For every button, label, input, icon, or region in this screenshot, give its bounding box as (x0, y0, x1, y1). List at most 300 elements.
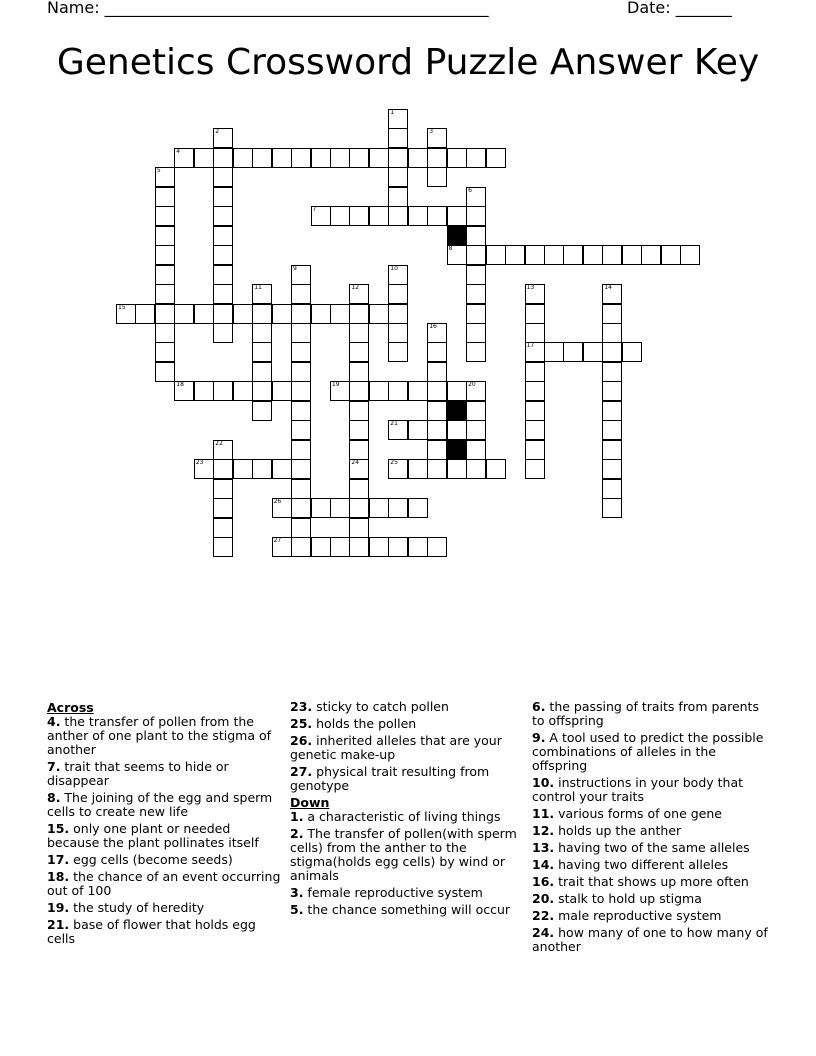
grid-cell[interactable] (388, 304, 408, 324)
clue-item-number: 12. (532, 823, 555, 838)
grid-cell[interactable] (427, 323, 447, 343)
clue-item-number: 24. (532, 925, 555, 940)
grid-cell[interactable] (486, 245, 506, 265)
clue-item-number: 8. (47, 790, 61, 805)
clue-item-text: various forms of one gene (554, 806, 722, 821)
grid-cell[interactable] (602, 284, 622, 304)
grid-cell[interactable] (291, 420, 311, 440)
grid-black-cell (447, 226, 467, 246)
grid-cell[interactable] (311, 206, 331, 226)
grid-cell[interactable] (602, 401, 622, 421)
grid-cell[interactable] (369, 381, 389, 401)
grid-cell[interactable] (525, 362, 545, 382)
grid-cell[interactable] (155, 187, 175, 207)
grid-cell[interactable] (525, 381, 545, 401)
grid-cell[interactable] (213, 537, 233, 557)
grid-cell[interactable] (330, 304, 350, 324)
grid-cell[interactable] (408, 148, 428, 168)
grid-cell[interactable] (233, 304, 253, 324)
clue-item-number: 3. (290, 885, 304, 900)
clue-number: 16 (429, 322, 437, 330)
clue-item (290, 717, 528, 731)
clue-item-text: how many of one to how many of another (532, 925, 768, 954)
grid-cell[interactable] (291, 148, 311, 168)
clue-item-number: 1. (290, 809, 304, 824)
grid-cell[interactable] (427, 206, 447, 226)
grid-cell[interactable] (252, 148, 272, 168)
grid-cell[interactable] (213, 148, 233, 168)
grid-cell[interactable] (213, 459, 233, 479)
clue-item-number: 15. (47, 821, 70, 836)
grid-cell[interactable] (466, 148, 486, 168)
grid-cell[interactable] (602, 381, 622, 401)
grid-cell[interactable] (291, 342, 311, 362)
grid-cell[interactable] (427, 148, 447, 168)
grid-cell[interactable] (349, 537, 369, 557)
grid-cell[interactable] (408, 206, 428, 226)
grid-cell[interactable] (680, 245, 700, 265)
grid-cell[interactable] (213, 381, 233, 401)
grid-cell[interactable] (213, 479, 233, 499)
grid-cell[interactable] (544, 245, 564, 265)
grid-cell[interactable] (291, 265, 311, 285)
grid-cell[interactable] (602, 440, 622, 460)
clue-item-number: 19. (47, 900, 70, 915)
clue-number: 18 (176, 381, 184, 389)
grid-cell[interactable] (388, 498, 408, 518)
clue-item-number: 14. (532, 857, 555, 872)
grid-cell[interactable] (155, 245, 175, 265)
grid-cell[interactable] (233, 148, 253, 168)
clue-number: 14 (604, 284, 612, 291)
grid-cell[interactable] (291, 381, 311, 401)
grid-cell[interactable] (486, 148, 506, 168)
clue-column-3 (532, 700, 770, 957)
grid-cell[interactable] (213, 226, 233, 246)
grid-cell[interactable] (291, 401, 311, 421)
grid-cell[interactable] (447, 206, 467, 226)
grid-cell[interactable] (466, 381, 486, 401)
grid-cell[interactable] (213, 187, 233, 207)
clue-item-number: 23. (290, 699, 313, 714)
grid-cell[interactable] (525, 245, 545, 265)
grid-cell[interactable] (194, 459, 214, 479)
grid-cell[interactable] (583, 342, 603, 362)
grid-cell[interactable] (349, 362, 369, 382)
grid-cell[interactable] (349, 342, 369, 362)
clue-item-number: 10. (532, 775, 555, 790)
grid-cell[interactable] (505, 245, 525, 265)
grid-cell[interactable] (466, 304, 486, 324)
clue-item (47, 715, 285, 757)
clue-item-text: stalk to hold up stigma (554, 891, 702, 906)
grid-cell[interactable] (349, 401, 369, 421)
clue-item-text: the transfer of pollen from the anther of one plant to the stigma of another (47, 714, 272, 757)
grid-cell[interactable] (408, 420, 428, 440)
clue-number: 9 (293, 264, 297, 272)
grid-cell[interactable] (388, 128, 408, 148)
grid-cell[interactable] (174, 381, 194, 401)
grid-cell[interactable] (213, 128, 233, 148)
clue-number: 8 (448, 245, 453, 253)
clue-item-number: 26. (290, 733, 313, 748)
grid-cell[interactable] (272, 304, 292, 324)
grid-cell[interactable] (272, 459, 292, 479)
clue-item (47, 853, 285, 867)
grid-cell[interactable] (466, 323, 486, 343)
clue-item-number: 27. (290, 764, 313, 779)
grid-cell[interactable] (213, 245, 233, 265)
grid-cell[interactable] (330, 148, 350, 168)
clue-item (532, 700, 770, 728)
grid-cell[interactable] (155, 206, 175, 226)
grid-cell[interactable] (427, 537, 447, 557)
grid-cell[interactable] (466, 206, 486, 226)
clue-item-text: physical trait resulting from genotype (290, 764, 490, 793)
grid-cell[interactable] (252, 401, 272, 421)
clue-item-text: trait that shows up more often (554, 874, 749, 889)
clue-item-text: The transfer of pollen(with sperm cells) from the anther to the stigma(holds egg cells) by wind or animals (290, 826, 517, 883)
grid-cell[interactable] (427, 420, 447, 440)
clue-column-1 (47, 700, 285, 949)
grid-cell[interactable] (233, 459, 253, 479)
clue-item (290, 734, 528, 762)
name-field-label: Name: ________________________________________________ (47, 0, 489, 17)
clue-item-text: holds up the anther (554, 823, 682, 838)
grid-cell[interactable] (311, 148, 331, 168)
grid-cell[interactable] (291, 537, 311, 557)
grid-cell[interactable] (427, 128, 447, 148)
grid-cell[interactable] (388, 323, 408, 343)
clue-item (532, 824, 770, 838)
grid-cell[interactable] (602, 459, 622, 479)
grid-cell[interactable] (272, 148, 292, 168)
grid-cell[interactable] (311, 537, 331, 557)
grid-cell[interactable] (466, 342, 486, 362)
grid-cell[interactable] (330, 498, 350, 518)
grid-cell[interactable] (369, 498, 389, 518)
grid-cell[interactable] (155, 265, 175, 285)
clue-item-number: 7. (47, 759, 61, 774)
grid-cell[interactable] (427, 342, 447, 362)
clue-item-number: 25. (290, 716, 313, 731)
grid-cell[interactable] (447, 148, 467, 168)
clue-heading: Down (290, 795, 330, 810)
grid-cell[interactable] (155, 167, 175, 187)
grid-cell[interactable] (525, 304, 545, 324)
grid-cell[interactable] (155, 362, 175, 382)
page-title: Genetics Crossword Puzzle Answer Key (56, 42, 760, 83)
grid-cell[interactable] (661, 245, 681, 265)
grid-cell[interactable] (135, 304, 155, 324)
grid-cell[interactable] (213, 323, 233, 343)
clue-item-text: holds the pollen (312, 716, 417, 731)
clue-number: 3 (429, 128, 434, 136)
clue-number: 5 (156, 167, 161, 175)
grid-cell[interactable] (602, 362, 622, 382)
grid-cell[interactable] (622, 245, 642, 265)
grid-cell[interactable] (252, 284, 272, 304)
grid-cell[interactable] (447, 459, 467, 479)
grid-cell[interactable] (155, 304, 175, 324)
grid-cell[interactable] (213, 304, 233, 324)
grid-cell[interactable] (583, 245, 603, 265)
grid-cell[interactable] (525, 440, 545, 460)
grid-cell[interactable] (252, 304, 272, 324)
clue-item (532, 841, 770, 855)
clue-item (532, 731, 770, 773)
clue-item (290, 765, 528, 793)
clue-item-text: having two different alleles (554, 857, 729, 872)
grid-cell[interactable] (155, 226, 175, 246)
clue-item-text: The joining of the egg and sperm cells to create new life (47, 790, 273, 819)
grid-cell[interactable] (388, 381, 408, 401)
grid-cell[interactable] (252, 342, 272, 362)
grid-cell[interactable] (349, 518, 369, 538)
grid-cell[interactable] (466, 459, 486, 479)
clue-item (47, 791, 285, 819)
grid-cell[interactable] (369, 206, 389, 226)
grid-cell[interactable] (252, 362, 272, 382)
grid-cell[interactable] (388, 265, 408, 285)
grid-cell[interactable] (466, 440, 486, 460)
grid-cell[interactable] (602, 245, 622, 265)
grid-cell[interactable] (116, 304, 136, 324)
clue-item-number: 9. (532, 730, 546, 745)
grid-cell[interactable] (349, 381, 369, 401)
grid-cell[interactable] (466, 401, 486, 421)
clue-item-text: the study of heredity (69, 900, 205, 915)
grid-cell[interactable] (213, 265, 233, 285)
grid-cell[interactable] (213, 498, 233, 518)
grid-cell[interactable] (602, 479, 622, 499)
grid-cell[interactable] (427, 362, 447, 382)
grid-cell[interactable] (213, 440, 233, 460)
clue-item (47, 918, 285, 946)
grid-cell[interactable] (194, 304, 214, 324)
grid-cell[interactable] (213, 518, 233, 538)
clue-item-text: A tool used to predict the possible combinations of alleles in the offspring (532, 730, 764, 773)
grid-cell[interactable] (525, 323, 545, 343)
clue-item-number: 6. (532, 699, 546, 714)
grid-cell[interactable] (388, 459, 408, 479)
clue-item (532, 926, 770, 954)
grid-cell[interactable] (272, 381, 292, 401)
grid-cell[interactable] (427, 401, 447, 421)
clue-item-text: female reproductive system (303, 885, 483, 900)
grid-cell[interactable] (213, 167, 233, 187)
clue-item-number: 20. (532, 891, 555, 906)
grid-cell[interactable] (427, 167, 447, 187)
grid-cell[interactable] (291, 362, 311, 382)
grid-cell[interactable] (272, 498, 292, 518)
grid-cell[interactable] (602, 323, 622, 343)
clue-number: 20 (468, 381, 476, 389)
grid-cell[interactable] (291, 518, 311, 538)
grid-cell[interactable] (388, 342, 408, 362)
clue-item (532, 776, 770, 804)
grid-cell[interactable] (349, 479, 369, 499)
grid-cell[interactable] (349, 440, 369, 460)
grid-cell[interactable] (349, 284, 369, 304)
grid-cell[interactable] (252, 323, 272, 343)
grid-cell[interactable] (330, 537, 350, 557)
grid-cell[interactable] (155, 342, 175, 362)
clue-item-number: 21. (47, 917, 70, 932)
grid-cell[interactable] (291, 440, 311, 460)
grid-cell[interactable] (213, 206, 233, 226)
clue-item (47, 760, 285, 788)
grid-cell[interactable] (466, 265, 486, 285)
grid-cell[interactable] (174, 148, 194, 168)
clue-item-text: inherited alleles that are your genetic make-up (290, 733, 502, 762)
grid-cell[interactable] (272, 537, 292, 557)
grid-cell[interactable] (525, 420, 545, 440)
grid-cell[interactable] (563, 342, 583, 362)
clue-number: 22 (215, 439, 223, 447)
clue-number: 2 (215, 128, 220, 136)
grid-cell[interactable] (233, 381, 253, 401)
clue-number: 15 (118, 303, 126, 311)
clue-item (532, 875, 770, 889)
clue-item-number: 11. (532, 806, 555, 821)
grid-cell[interactable] (525, 284, 545, 304)
grid-cell[interactable] (602, 342, 622, 362)
grid-cell[interactable] (602, 420, 622, 440)
grid-cell[interactable] (388, 537, 408, 557)
grid-cell[interactable] (311, 498, 331, 518)
clue-item-number: 22. (532, 908, 555, 923)
clue-number: 26 (273, 498, 282, 505)
grid-cell[interactable] (349, 420, 369, 440)
clue-item-text: egg cells (become seeds) (69, 852, 233, 867)
grid-cell[interactable] (291, 323, 311, 343)
grid-cell[interactable] (641, 245, 661, 265)
grid-cell[interactable] (447, 381, 467, 401)
grid-cell[interactable] (408, 498, 428, 518)
grid-cell[interactable] (291, 284, 311, 304)
clue-number: 21 (390, 420, 398, 428)
grid-cell[interactable] (466, 187, 486, 207)
grid-cell[interactable] (388, 420, 408, 440)
grid-cell[interactable] (447, 245, 467, 265)
grid-cell[interactable] (525, 342, 545, 362)
grid-cell[interactable] (408, 537, 428, 557)
clue-item-number: 2. (290, 826, 304, 841)
grid-cell[interactable] (349, 498, 369, 518)
clue-number: 1 (390, 109, 395, 116)
clue-item (47, 822, 285, 850)
grid-cell[interactable] (408, 459, 428, 479)
grid-cell[interactable] (194, 148, 214, 168)
grid-cell[interactable] (291, 498, 311, 518)
clue-heading: Across (47, 700, 94, 715)
grid-cell[interactable] (213, 284, 233, 304)
clue-item (290, 886, 528, 900)
grid-cell[interactable] (544, 342, 564, 362)
clue-item-number: 4. (47, 714, 61, 729)
grid-cell[interactable] (622, 342, 642, 362)
clue-item (290, 827, 528, 883)
grid-cell[interactable] (602, 304, 622, 324)
grid-cell[interactable] (388, 109, 408, 129)
clue-item (47, 870, 285, 898)
grid-cell[interactable] (466, 245, 486, 265)
clue-item (532, 858, 770, 872)
clue-item-text: male reproductive system (554, 908, 722, 923)
grid-cell[interactable] (388, 187, 408, 207)
clue-number: 27 (273, 536, 282, 544)
grid-black-cell (447, 440, 467, 460)
grid-cell[interactable] (408, 381, 428, 401)
grid-cell[interactable] (427, 459, 447, 479)
grid-cell[interactable] (427, 440, 447, 460)
grid-cell[interactable] (174, 304, 194, 324)
grid-cell[interactable] (291, 459, 311, 479)
clue-item-text: trait that seems to hide or disappear (47, 759, 229, 788)
grid-cell[interactable] (194, 381, 214, 401)
grid-cell[interactable] (349, 206, 369, 226)
grid-cell[interactable] (252, 459, 272, 479)
grid-cell[interactable] (427, 381, 447, 401)
clue-item-text: the chance of an event occurring out of 100 (47, 869, 281, 898)
grid-cell[interactable] (563, 245, 583, 265)
clue-number: 11 (254, 284, 262, 291)
grid-cell[interactable] (388, 167, 408, 187)
grid-cell[interactable] (155, 323, 175, 343)
grid-cell[interactable] (525, 459, 545, 479)
clue-number: 13 (526, 284, 535, 291)
grid-cell[interactable] (369, 148, 389, 168)
grid-cell[interactable] (466, 420, 486, 440)
grid-cell[interactable] (486, 459, 506, 479)
grid-cell[interactable] (388, 284, 408, 304)
grid-cell[interactable] (349, 148, 369, 168)
grid-cell[interactable] (291, 304, 311, 324)
clue-number: 7 (312, 206, 317, 214)
grid-cell[interactable] (388, 148, 408, 168)
clue-item-text: the passing of traits from parents to offspring (532, 699, 759, 728)
clue-item-text: the chance something will occur (303, 902, 511, 917)
grid-cell[interactable] (311, 304, 331, 324)
grid-cell[interactable] (330, 206, 350, 226)
grid-cell[interactable] (525, 401, 545, 421)
grid-cell[interactable] (349, 323, 369, 343)
grid-cell[interactable] (369, 304, 389, 324)
clue-number: 24 (351, 459, 360, 467)
grid-cell[interactable] (466, 284, 486, 304)
grid-cell[interactable] (388, 206, 408, 226)
grid-cell[interactable] (466, 226, 486, 246)
clue-number: 10 (390, 264, 398, 272)
grid-cell[interactable] (447, 420, 467, 440)
clue-item-text: a characteristic of living things (303, 809, 501, 824)
grid-cell[interactable] (349, 459, 369, 479)
clue-item (290, 903, 528, 917)
clue-item-text: base of flower that holds egg cells (47, 917, 256, 946)
grid-cell[interactable] (155, 284, 175, 304)
clue-item (532, 807, 770, 821)
clue-item-number: 5. (290, 902, 304, 917)
clue-item-text: only one plant or needed because the plant pollinates itself (47, 821, 259, 850)
grid-cell[interactable] (291, 479, 311, 499)
grid-cell[interactable] (369, 537, 389, 557)
grid-cell[interactable] (252, 381, 272, 401)
grid-cell[interactable] (349, 304, 369, 324)
clue-item-number: 16. (532, 874, 555, 889)
grid-cell[interactable] (602, 498, 622, 518)
grid-cell[interactable] (330, 381, 350, 401)
